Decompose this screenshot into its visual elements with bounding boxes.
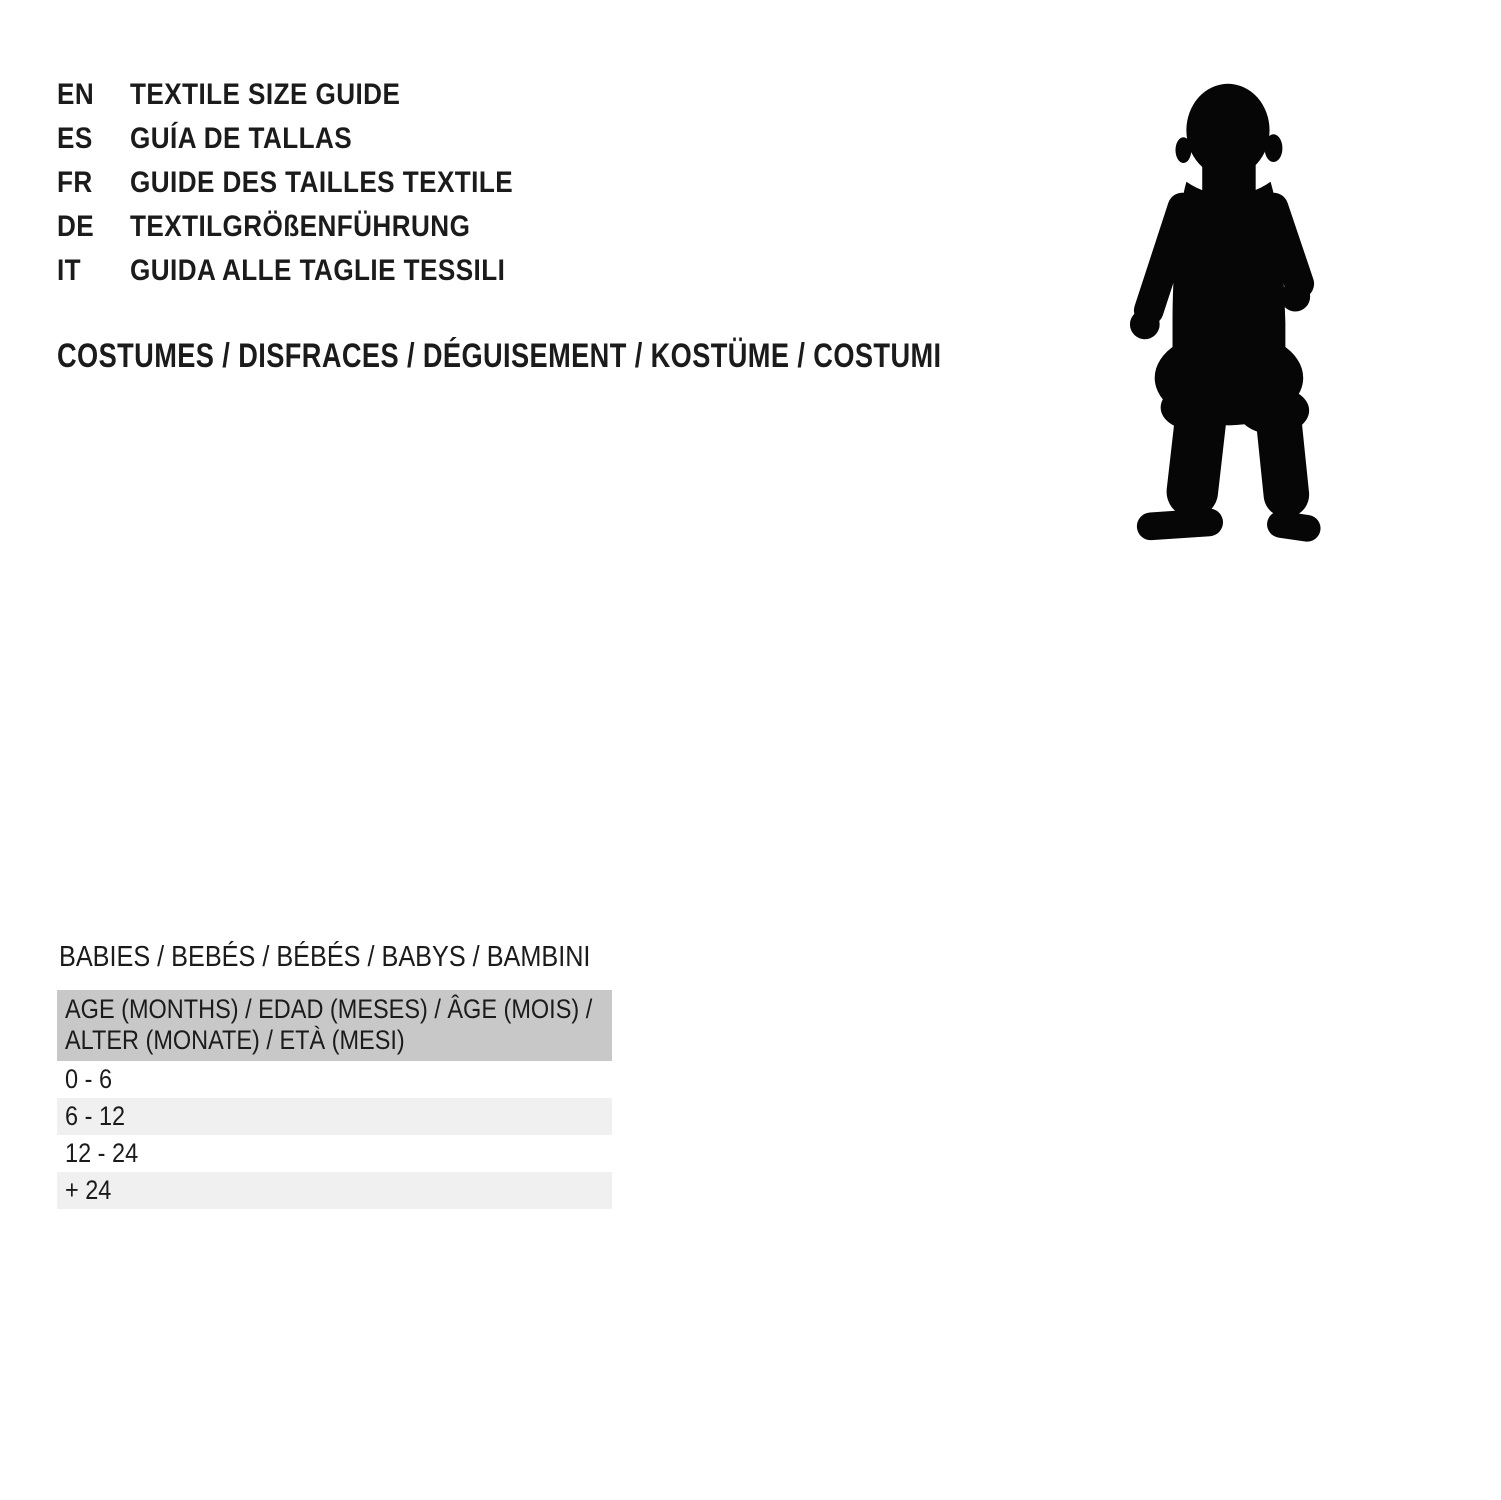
baby-silhouette-image	[1125, 80, 1323, 542]
category-heading	[57, 337, 1163, 376]
age-range-value: 0 - 6	[65, 1064, 113, 1094]
language-label: GUIDE DES TAILLES TEXTILE	[130, 166, 514, 199]
age-table	[57, 990, 612, 1209]
language-row-en	[57, 73, 570, 117]
language-label: TEXTILE SIZE GUIDE	[130, 78, 401, 111]
language-code: IT	[57, 254, 82, 287]
language-row-fr	[57, 161, 570, 205]
age-table-row	[57, 1061, 612, 1098]
language-label: GUÍA DE TALLAS	[130, 122, 353, 155]
language-code: DE	[57, 210, 95, 243]
language-title-list	[57, 73, 570, 293]
age-range-value: + 24	[65, 1175, 112, 1205]
language-label: GUIDA ALLE TAGLIE TESSILI	[130, 254, 506, 287]
age-range-value: 12 - 24	[65, 1138, 139, 1168]
language-row-it	[57, 249, 570, 293]
age-table-row	[57, 1098, 612, 1135]
language-row-de	[57, 205, 570, 249]
age-range-value: 6 - 12	[65, 1101, 126, 1131]
age-table-header-line1: AGE (MONTHS) / EDAD (MESES) / ÂGE (MOIS) /	[65, 994, 593, 1024]
language-code: ES	[57, 122, 93, 155]
language-row-es	[57, 117, 570, 161]
language-label: TEXTILGRÖßENFÜHRUNG	[130, 210, 471, 243]
age-table-header	[57, 990, 612, 1061]
age-table-row	[57, 1135, 612, 1172]
babies-section-title	[59, 941, 670, 974]
age-table-header-line2: ALTER (MONATE) / ETÀ (MESI)	[65, 1025, 405, 1055]
baby-silhouette-icon	[1125, 80, 1323, 542]
category-heading-text: COSTUMES / DISFRACES / DÉGUISEMENT / KOSTÜME / COSTUMI	[57, 337, 942, 375]
language-code: FR	[57, 166, 93, 199]
age-table-row	[57, 1172, 612, 1209]
babies-section-title-text: BABIES / BEBÉS / BÉBÉS / BABYS / BAMBINI	[59, 941, 591, 973]
language-code: EN	[57, 78, 95, 111]
